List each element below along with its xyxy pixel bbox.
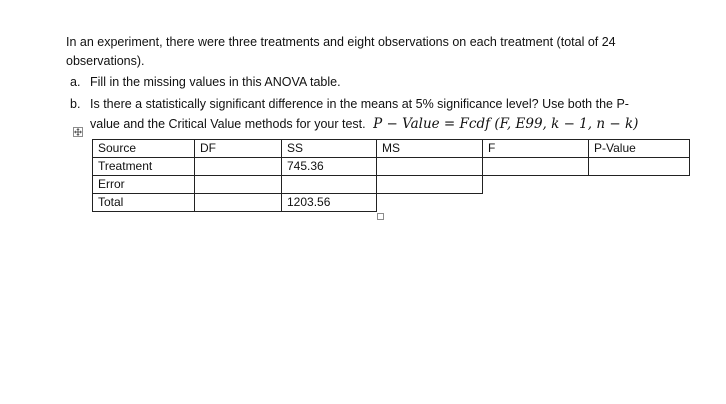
table-resize-handle-icon[interactable] bbox=[377, 213, 384, 220]
col-border-right bbox=[689, 139, 690, 176]
item-b-continuation-text: value and the Critical Value methods for your test. bbox=[90, 117, 366, 131]
item-b-continuation bbox=[90, 116, 638, 132]
header-f[interactable]: F bbox=[488, 141, 496, 155]
item-b-marker: b. bbox=[70, 97, 81, 111]
header-source[interactable]: Source bbox=[98, 141, 137, 155]
row-treatment-source[interactable]: Treatment bbox=[98, 159, 153, 173]
row-error-source[interactable]: Error bbox=[98, 177, 125, 191]
p-value-formula: P − Value = Fcdf (F, E99, k − 1, n − k) bbox=[373, 116, 639, 132]
intro-line-1: In an experiment, there were three treatments and eight observations on each treatment (total of 24 bbox=[66, 35, 616, 49]
item-a-marker: a. bbox=[70, 75, 81, 89]
item-b-text: Is there a statistically significant difference in the means at 5% significance level? Use both the P- bbox=[90, 97, 629, 111]
row-treatment-ss[interactable]: 745.36 bbox=[287, 159, 324, 173]
intro-line-2: observations). bbox=[66, 54, 145, 68]
header-p-value[interactable]: P-Value bbox=[594, 141, 636, 155]
header-ss[interactable]: SS bbox=[287, 141, 304, 155]
row-total-ss[interactable]: 1203.56 bbox=[287, 195, 331, 209]
item-a-text: Fill in the missing values in this ANOVA table. bbox=[90, 75, 341, 89]
header-df[interactable]: DF bbox=[200, 141, 216, 155]
table-border-bottom bbox=[92, 211, 377, 212]
table-move-handle-icon[interactable] bbox=[73, 127, 83, 137]
row-total-source[interactable]: Total bbox=[98, 195, 124, 209]
header-ms[interactable]: MS bbox=[382, 141, 400, 155]
